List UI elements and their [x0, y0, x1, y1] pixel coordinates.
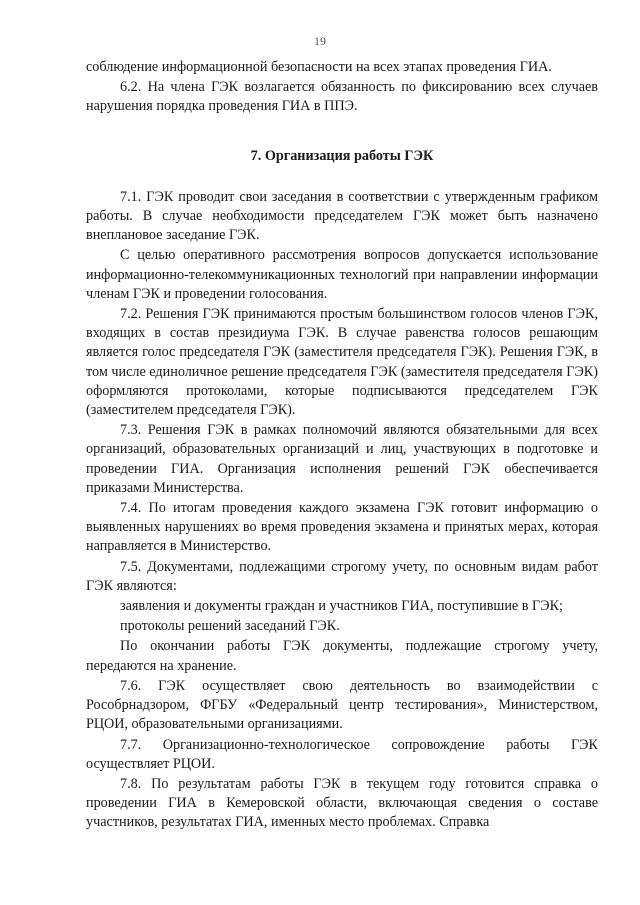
paragraph-storage: По окончании работы ГЭК документы, подлежащие строгому учету, передаются на хранение.: [86, 638, 598, 674]
paragraph-7-3: 7.3. Решения ГЭК в рамках полномочий являются обязательными для всех организаций, образовательных организаций и лиц, участвующих в подготовке и проведении ГИА. Организация исполнения решений ГЭК обеспечивается приказами Министерства.: [86, 422, 598, 496]
section-title: 7. Организация работы ГЭК: [250, 147, 434, 164]
page-number: 19: [314, 34, 326, 48]
paragraph-security-continuation: соблюдение информационной безопасности на всех этапах проведения ГИА.: [86, 59, 552, 75]
document-body: [86, 58, 598, 834]
paragraph-7-4: 7.4. По итогам проведения каждого экзамена ГЭК готовит информацию о выявленных нарушениях во время проведения экзамена и принятых мерах, которая направляется в Министерство.: [86, 500, 598, 555]
list-item-protocols: протоколы решений заседаний ГЭК.: [120, 618, 340, 635]
paragraph-7-6: 7.6. ГЭК осуществляет свою деятельность во взаимодействии с Рособрнадзором, ФГБУ «Федеральный центр тестирования», Министерством, РЦОИ, образовательными организациями.: [86, 677, 598, 733]
paragraph-7-8: 7.8. По результатам работы ГЭК в текущем году готовится справка о проведении ГИА в Кемеровской области, включающая сведения о составе участников, результатах ГИА, именных место проблемах. Справка: [86, 775, 598, 831]
paragraph-7-1-purpose: С целью оперативного рассмотрения вопросов допускается использование информационно-телекоммуникационных технологий при направлении информации членам ГЭК и проведении голосования.: [86, 247, 598, 302]
paragraph-7-5: 7.5. Документами, подлежащими строгому учету, по основным видам работ ГЭК являются:: [86, 558, 598, 594]
paragraph-7-7: 7.7. Организационно-технологическое сопровождение работы ГЭК осуществляет РЦОИ.: [86, 736, 598, 772]
paragraph-6-2: 6.2. На члена ГЭК возлагается обязанность по фиксированию всех случаев нарушения порядка проведения ГИА в ППЭ.: [86, 79, 598, 115]
paragraph-7-1: 7.1. ГЭК проводит свои заседания в соответствии с утвержденным графиком работы. В случае необходимости председателем ГЭК может быть назначено внеплановое заседание ГЭК.: [86, 188, 598, 244]
list-item-applications: заявления и документы граждан и участников ГИА, поступившие в ГЭК;: [120, 598, 563, 615]
paragraph-7-2: 7.2. Решения ГЭК принимаются простым большинством голосов членов ГЭК, входящих в состав президиума ГЭК. В случае равенства голосов решающим является голос председателя ГЭК (заместителя председателя ГЭК). Решения ГЭК, в том числе единоличное решение председателя ГЭК (заместителя председателя ГЭК) оформляются протоколами, которые подписываются председателем ГЭК (заместителем председателя ГЭК).: [86, 306, 598, 419]
